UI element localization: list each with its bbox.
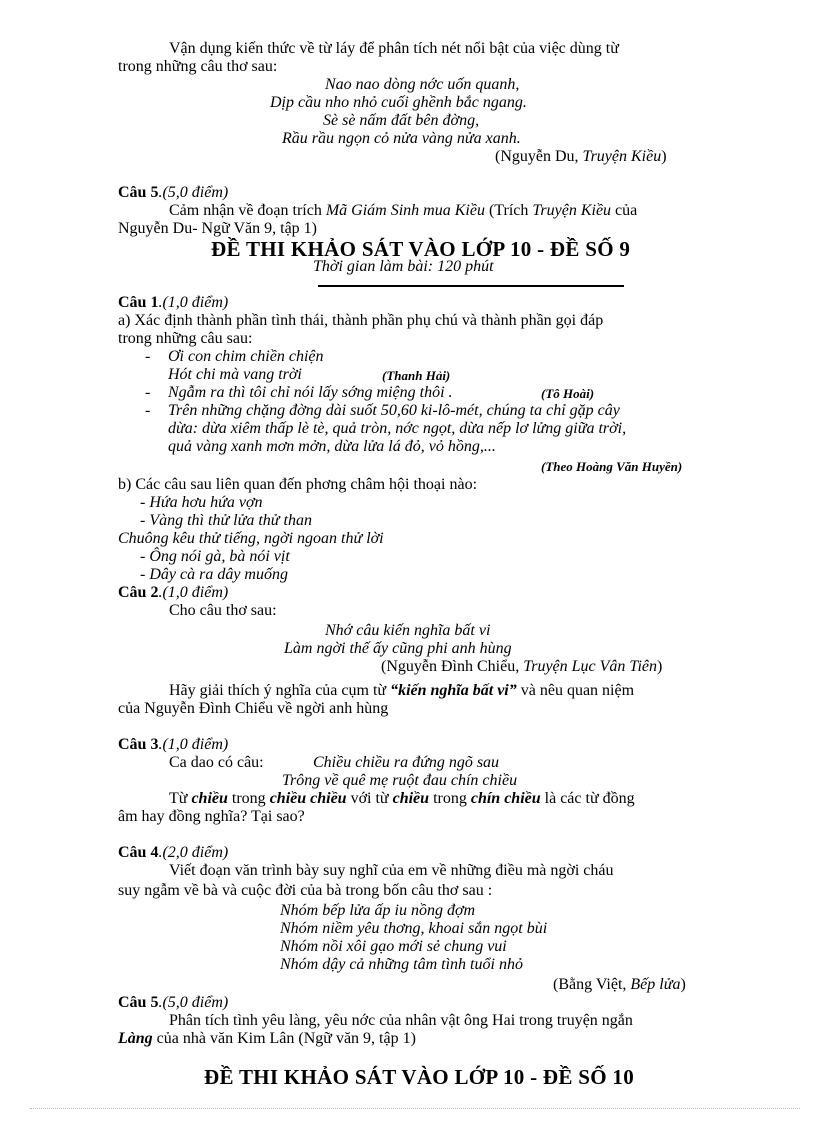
q2-poem-line-1: Nhớ câu kiến nghĩa bất vi bbox=[325, 622, 491, 639]
q5a-label: Câu 5 bbox=[118, 184, 159, 201]
q2-source-close: ) bbox=[656, 658, 663, 675]
q2-line-2: của Nguyễn Đình Chiểu về ngời anh hùng bbox=[118, 700, 389, 717]
q5b-heading bbox=[118, 994, 228, 1012]
q2-points: .(1,0 điểm) bbox=[158, 584, 229, 601]
q4-source bbox=[553, 976, 686, 994]
q1-points: .(1,0 điểm) bbox=[158, 294, 229, 311]
q5b-line-2-a: Làng bbox=[118, 1030, 153, 1047]
q5b-line-1: Phân tích tình yêu làng, yêu nớc của nhân vật ông Hai trong truyện ngắn bbox=[169, 1012, 633, 1029]
q4-heading bbox=[118, 844, 228, 862]
intro-poem-line-3: Sè sè nấm đất bên đờng, bbox=[323, 112, 480, 129]
q3-heading bbox=[118, 736, 228, 754]
q5a-line-1 bbox=[169, 202, 637, 220]
q5a-line-1-a: Cảm nhận về đoạn trích bbox=[169, 202, 326, 219]
intro-poem-line-1: Nao nao dòng nớc uốn quanh, bbox=[325, 76, 520, 93]
q4-source-work: Bếp lửa bbox=[630, 976, 681, 993]
q5a-line-2: Nguyễn Du- Ngữ Văn 9, tập 1) bbox=[118, 220, 318, 237]
q4-source-author: (Bằng Việt, bbox=[553, 976, 631, 993]
intro-source bbox=[495, 148, 667, 166]
q2-line-1-c: và nêu quan niệm bbox=[516, 682, 635, 699]
q3-line-1-d: chiều chiều bbox=[269, 790, 347, 807]
q3-line-1-f: chiều bbox=[392, 790, 430, 807]
q5b-line-2 bbox=[118, 1030, 416, 1048]
q5b-points: .(5,0 điểm) bbox=[158, 994, 229, 1011]
q1-b1-source: (Thanh Hải) bbox=[382, 368, 451, 383]
q1-bullet-dash: - bbox=[145, 348, 151, 365]
q1-b3-line-2: dừa: dừa xiêm thấp lè tè, quả tròn, nớc ngọt, dừa nếp lơ lửng giữa trời, bbox=[168, 420, 627, 437]
q4-points: .(2,0 điểm) bbox=[158, 844, 229, 861]
q2-heading bbox=[118, 584, 228, 602]
q5a-line-1-b: Mã Giám Sinh mua Kiều bbox=[325, 202, 485, 219]
q1-b-item-3: Chuông kêu thử tiếng, ngời ngoan thử lời bbox=[118, 530, 384, 547]
q4-poem-line-4: Nhóm dậy cả những tâm tình tuổi nhỏ bbox=[280, 956, 523, 973]
intro-poem-line-4: Rầu rầu ngọn cỏ nửa vàng nửa xanh. bbox=[282, 130, 521, 147]
q2-intro: Cho câu thơ sau: bbox=[169, 602, 277, 619]
q1-b-question: b) Các câu sau liên quan đến phơng châm hội thoại nào: bbox=[118, 476, 478, 493]
intro-source-close: ) bbox=[661, 148, 667, 165]
q2-poem-line-2: Làm ngời thế ấy cũng phi anh hùng bbox=[284, 640, 512, 657]
q1-b1-line-1: Ơi con chim chiền chiện bbox=[168, 348, 324, 365]
q1-b-item-2: - Vàng thì thử lửa thử than bbox=[140, 512, 312, 529]
q1-b3-line-3: quả vàng xanh mơn mởn, dừa lửa lá đỏ, vỏ hồng,... bbox=[168, 438, 496, 455]
q1-a-line-2: trong những câu sau: bbox=[118, 330, 253, 347]
q1-b1-line-2: Hót chi mà vang trời bbox=[168, 366, 302, 383]
q1-label: Câu 1 bbox=[118, 294, 159, 311]
q3-line-1-a: Từ bbox=[169, 790, 192, 807]
q3-line-1-b: chiều bbox=[191, 790, 228, 807]
q1-b3-line-1: Trên những chặng đờng dài suốt 50,60 ki-lô-mét, chúng ta chỉ gặp cây bbox=[168, 402, 620, 419]
q3-line-1-h: chín chiều bbox=[470, 790, 541, 807]
q4-line-1: Viết đoạn văn trình bày suy nghĩ của em về những điều mà ngời cháu bbox=[169, 862, 614, 879]
q3-line-1-i: là các từ đồng bbox=[540, 790, 635, 807]
q2-label: Câu 2 bbox=[118, 584, 159, 601]
q1-a-line-1: a) Xác định thành phần tình thái, thành phần phụ chú và thành phần gọi đáp bbox=[118, 312, 604, 329]
intro-line-2: trong những câu thơ sau: bbox=[118, 58, 278, 75]
title-divider bbox=[318, 285, 624, 287]
q3-line-1 bbox=[169, 790, 635, 808]
q1-b-item-5: - Dây cà ra dây muống bbox=[140, 566, 288, 583]
q4-poem-line-2: Nhóm niềm yêu thơng, khoai sắn ngọt bùi bbox=[280, 920, 548, 937]
q3-label: Câu 3 bbox=[118, 736, 159, 753]
q1-b2-source: (Tô Hoài) bbox=[541, 386, 595, 401]
q2-source-work: Truyện Lục Vân Tiên bbox=[523, 658, 657, 675]
exam9-time: Thời gian làm bài: 120 phút bbox=[313, 258, 494, 275]
q3-line-1-e: với từ bbox=[346, 790, 393, 807]
q1-b3-source: (Theo Hoàng Văn Huyền) bbox=[541, 459, 683, 474]
q5a-heading bbox=[118, 184, 228, 202]
q3-intro: Ca dao có câu: bbox=[169, 754, 264, 771]
q2-line-1-a: Hãy giải thích ý nghĩa của cụm từ bbox=[169, 682, 391, 699]
q2-source-author: (Nguyễn Đình Chiểu, bbox=[381, 658, 524, 675]
q5b-line-2-b: của nhà văn Kim Lân (Ngữ văn 9, tập 1) bbox=[152, 1030, 416, 1047]
q2-line-1 bbox=[169, 682, 634, 700]
q4-poem-line-1: Nhóm bếp lửa ấp iu nồng đợm bbox=[280, 902, 476, 919]
page-bottom-edge bbox=[30, 1108, 800, 1109]
q1-b-item-4: - Ông nói gà, bà nói vịt bbox=[140, 548, 290, 565]
q3-poem-line-1: Chiều chiều ra đứng ngõ sau bbox=[313, 754, 500, 771]
exam10-title: ĐỀ THI KHẢO SÁT VÀO LỚP 10 - ĐỀ SỐ 10 bbox=[204, 1065, 635, 1089]
q3-line-1-g: trong bbox=[429, 790, 471, 807]
q1-heading bbox=[118, 294, 228, 312]
q5a-points: .(5,0 điểm) bbox=[158, 184, 229, 201]
q4-source-close: ) bbox=[680, 976, 686, 993]
exam9-title: ĐỀ THI KHẢO SÁT VÀO LỚP 10 - ĐỀ SỐ 9 bbox=[211, 237, 631, 261]
q1-bullet-dash-3: - bbox=[145, 402, 151, 419]
q4-label: Câu 4 bbox=[118, 844, 159, 861]
q1-b-item-1: - Hứa hơu hứa vợn bbox=[140, 494, 263, 511]
intro-poem-line-2: Dịp cầu nho nhỏ cuối ghềnh bắc ngang. bbox=[270, 94, 527, 111]
q2-source bbox=[381, 658, 662, 676]
intro-line-1: Vận dụng kiến thức về từ láy để phân tích nét nổi bật của việc dùng từ bbox=[169, 40, 619, 57]
q5a-line-1-c: (Trích bbox=[484, 202, 533, 219]
q1-b2: Ngẫm ra thì tôi chỉ nói lấy sớng miệng thôi . bbox=[168, 384, 453, 401]
q5a-line-1-e: của bbox=[611, 202, 638, 219]
q5a-line-1-d: Truyện Kiều bbox=[532, 202, 612, 219]
q1-bullet-dash-2: - bbox=[145, 384, 151, 401]
intro-source-work: Truyện Kiều bbox=[582, 148, 662, 165]
q2-line-1-b: “kiến nghĩa bất vi” bbox=[390, 682, 517, 699]
q3-line-1-c: trong bbox=[227, 790, 270, 807]
q4-line-2: suy ngẫm về bà và cuộc đời của bà trong bốn câu thơ sau : bbox=[118, 882, 493, 899]
q3-poem-line-2: Trông về quê mẹ ruột đau chín chiều bbox=[282, 772, 518, 789]
intro-source-author: (Nguyễn Du, bbox=[495, 148, 583, 165]
q3-line-2: âm hay đồng nghĩa? Tại sao? bbox=[118, 808, 305, 825]
q5b-label: Câu 5 bbox=[118, 994, 159, 1011]
q3-points: .(1,0 điểm) bbox=[158, 736, 229, 753]
q4-poem-line-3: Nhóm nồi xôi gạo mới sẻ chung vui bbox=[280, 938, 507, 955]
